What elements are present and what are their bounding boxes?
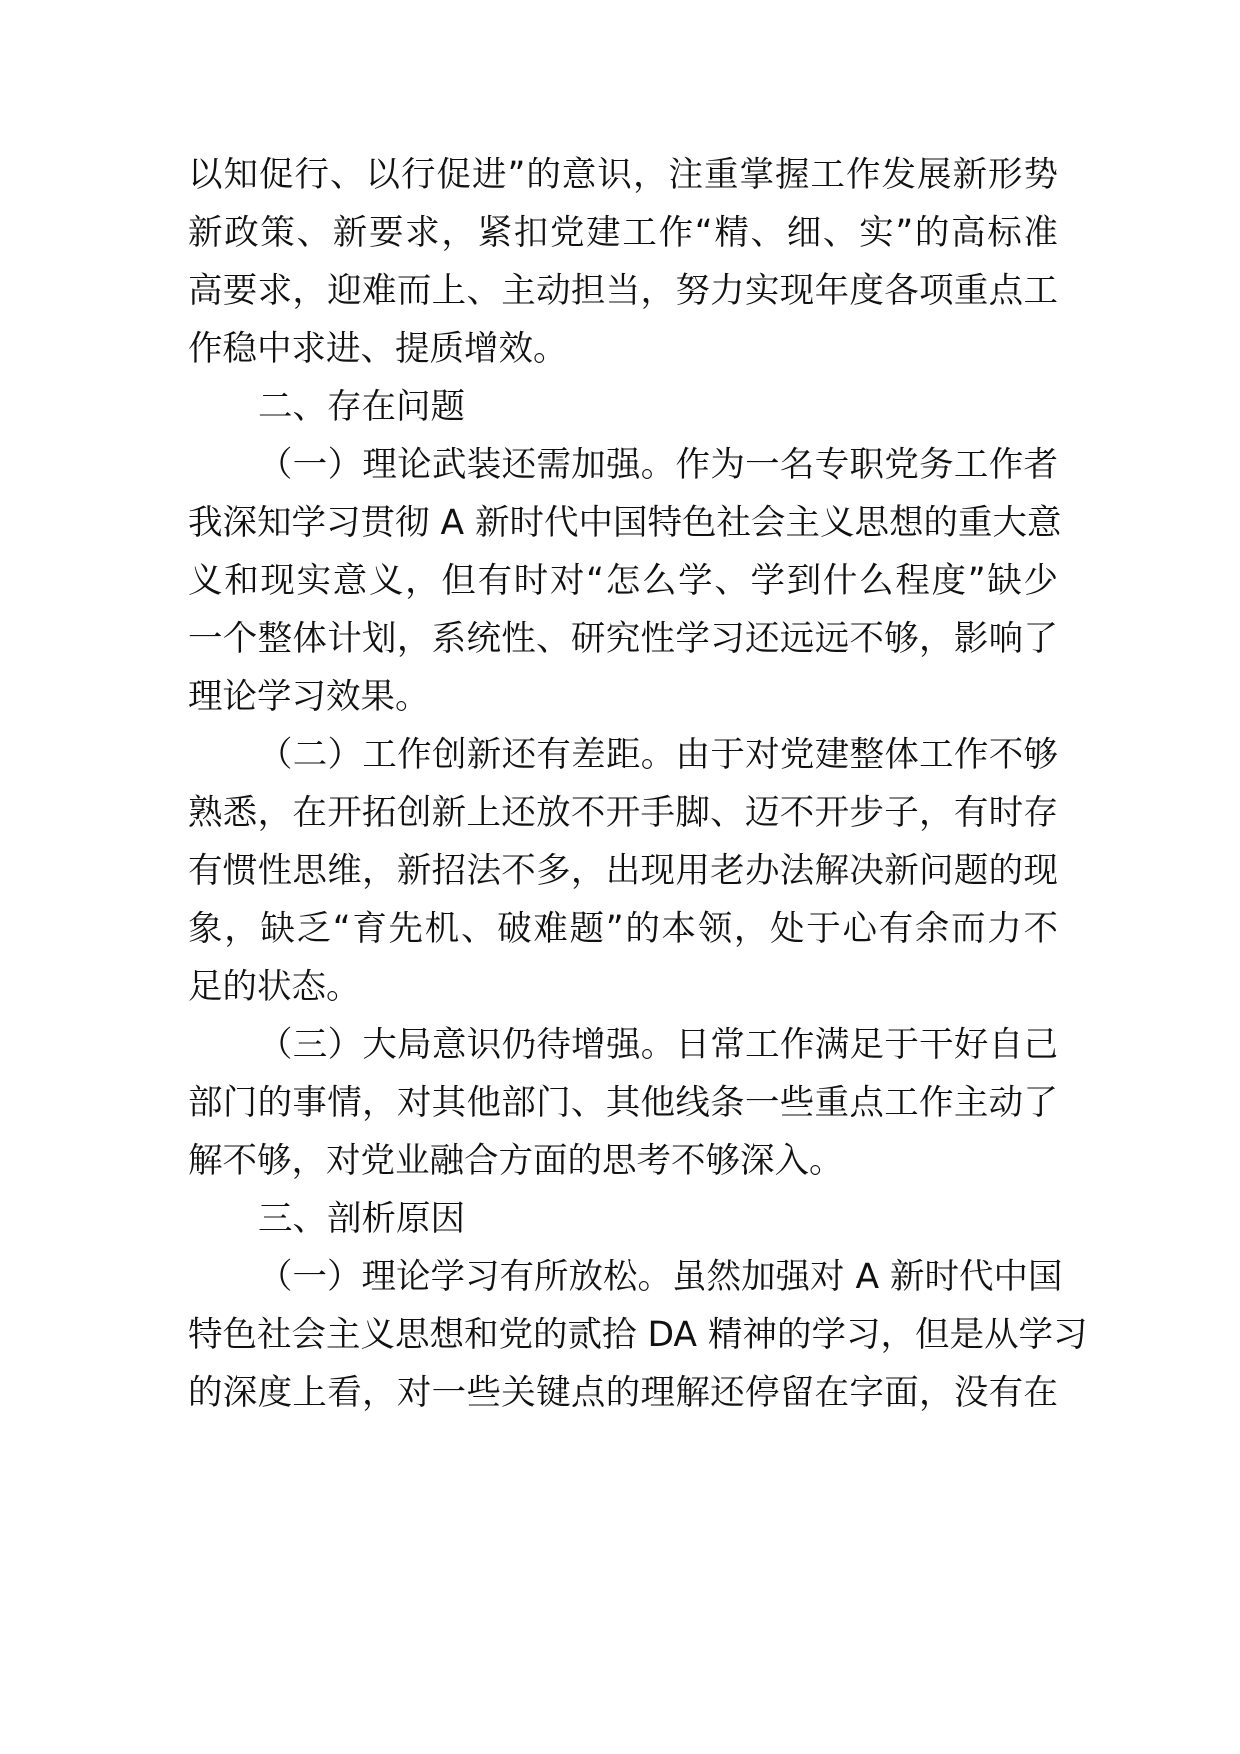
body-line: 的深度上看，对一些关键点的理解还停留在字面，没有在 xyxy=(188,1373,1058,1413)
body-line: 义和现实意义，但有时对“怎么学、学到什么程度”缺少 xyxy=(188,561,1058,601)
body-line: 部门的事情，对其他部门、其他线条一些重点工作主动了 xyxy=(188,1083,1058,1123)
body-line: 熟悉，在开拓创新上还放不开手脚、迈不开步子，有时存 xyxy=(188,793,1058,833)
body-line: 一个整体计划，系统性、研究性学习还远远不够，影响了 xyxy=(188,619,1058,659)
body-line: 象，缺乏“育先机、破难题”的本领，处于心有余而力不 xyxy=(188,909,1058,949)
body-line: 特色社会主义思想和党的贰拾 DA 精神的学习，但是从学习 xyxy=(188,1315,1088,1355)
body-line: 高要求，迎难而上、主动担当，努力实现年度各项重点工 xyxy=(188,271,1058,311)
section-heading: 三、剖析原因 xyxy=(258,1199,465,1239)
section-heading: 二、存在问题 xyxy=(258,387,465,427)
body-line: 以知促行、以行促进”的意识，注重掌握工作发展新形势 xyxy=(188,155,1058,195)
paragraph-heading-line: （一）理论学习有所放松。虽然加强对 A 新时代中国 xyxy=(258,1257,1063,1297)
body-line: 有惯性思维，新招法不多，出现用老办法解决新问题的现 xyxy=(188,851,1058,891)
body-line: 解不够，对党业融合方面的思考不够深入。 xyxy=(188,1141,844,1181)
body-line: 足的状态。 xyxy=(188,967,361,1007)
paragraph-heading-line: （一）理论武装还需加强。作为一名专职党务工作者 xyxy=(258,445,1058,485)
paragraph-heading-line: （二）工作创新还有差距。由于对党建整体工作不够 xyxy=(258,735,1058,775)
paragraph-heading-line: （三）大局意识仍待增强。日常工作满足于干好自己 xyxy=(258,1025,1058,1065)
body-line: 新政策、新要求，紧扣党建工作“精、细、实”的高标准 xyxy=(188,213,1058,253)
body-line: 作稳中求进、提质增效。 xyxy=(188,329,568,369)
body-line: 我深知学习贯彻 A 新时代中国特色社会主义思想的重大意 xyxy=(188,503,1062,543)
body-line: 理论学习效果。 xyxy=(188,677,430,717)
